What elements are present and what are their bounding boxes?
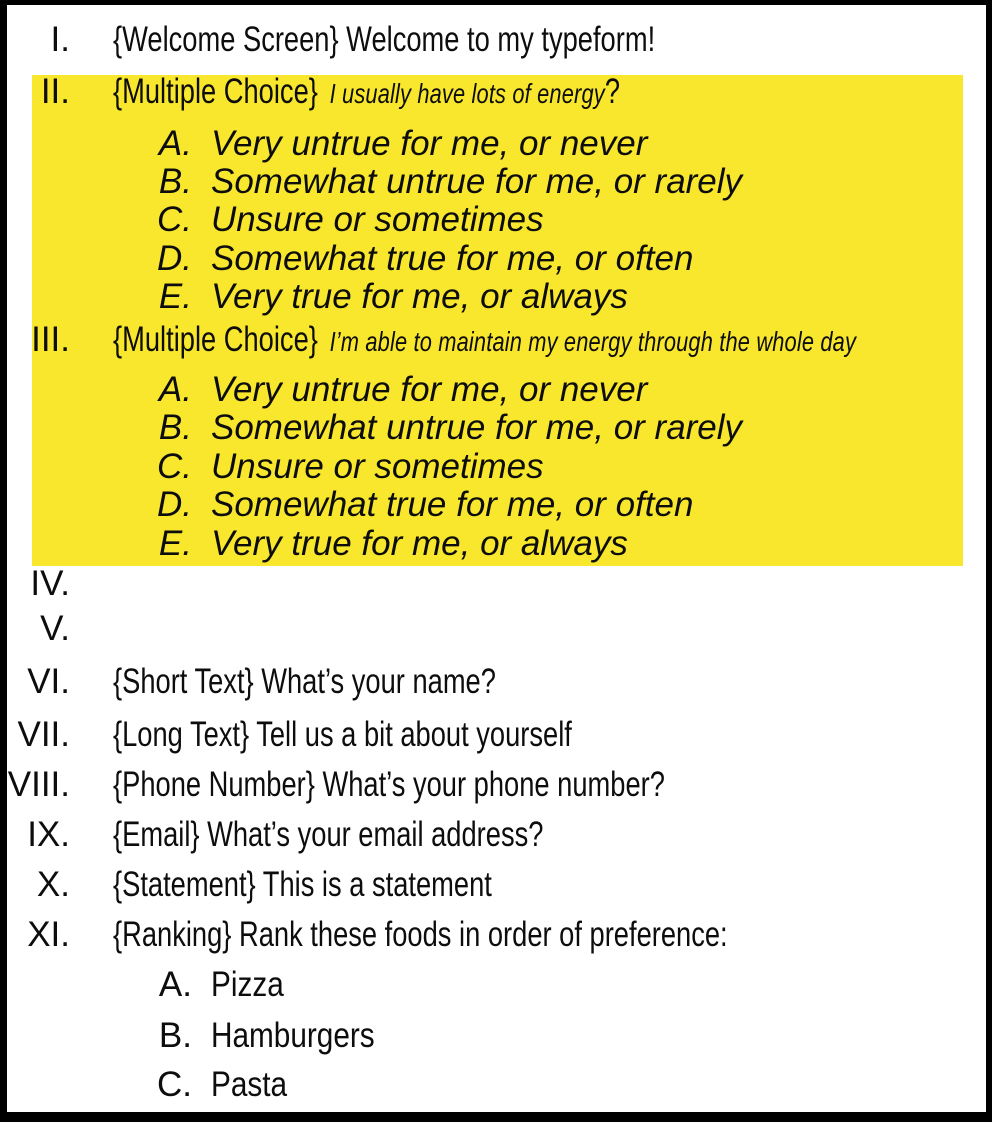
option-letter: A. bbox=[158, 370, 192, 409]
outline-item-2 bbox=[0, 71, 984, 113]
option-row bbox=[0, 1015, 984, 1057]
outline-item-9 bbox=[0, 814, 984, 856]
item-numeral: VII. bbox=[17, 715, 70, 754]
outline-item-4 bbox=[0, 563, 984, 605]
option-text: Very untrue for me, or never bbox=[211, 124, 648, 163]
option-text: Very true for me, or always bbox=[211, 277, 628, 316]
item-numeral: V. bbox=[40, 609, 70, 648]
option-letter: E. bbox=[158, 277, 192, 316]
question-text: I usually have lots of energy bbox=[329, 78, 605, 109]
item-text: {Phone Number} What’s your phone number? bbox=[113, 765, 665, 804]
item-numeral: XI. bbox=[27, 915, 70, 954]
question-text: I’m able to maintain my energy through the whole day bbox=[329, 326, 857, 357]
option-row bbox=[0, 484, 984, 526]
option-row bbox=[0, 1064, 984, 1106]
option-letter: C. bbox=[157, 447, 192, 486]
option-row bbox=[0, 238, 984, 280]
item-numeral: III. bbox=[31, 320, 70, 359]
outline-item-5 bbox=[0, 608, 984, 650]
option-letter: D. bbox=[157, 485, 192, 524]
item-numeral: IX. bbox=[27, 815, 70, 854]
option-letter: B. bbox=[158, 1016, 192, 1055]
item-numeral: VIII. bbox=[7, 765, 70, 804]
option-text: Somewhat true for me, or often bbox=[211, 239, 694, 278]
option-row bbox=[0, 369, 984, 411]
option-text: Very true for me, or always bbox=[211, 524, 628, 563]
option-row bbox=[0, 964, 984, 1006]
option-text: Somewhat untrue for me, or rarely bbox=[211, 408, 743, 447]
option-letter: A. bbox=[158, 124, 192, 163]
option-row bbox=[0, 407, 984, 449]
question-mark: ? bbox=[604, 72, 621, 111]
item-text: {Statement} This is a statement bbox=[113, 865, 492, 904]
option-letter: E. bbox=[158, 524, 192, 563]
item-numeral: X. bbox=[36, 865, 70, 904]
option-row bbox=[0, 446, 984, 488]
option-text: Somewhat untrue for me, or rarely bbox=[211, 162, 743, 201]
item-numeral: VI. bbox=[27, 662, 70, 701]
option-letter: C. bbox=[157, 1065, 192, 1104]
item-text bbox=[113, 71, 620, 113]
item-text: {Long Text} Tell us a bit about yourself bbox=[113, 715, 572, 754]
item-text: {Ranking} Rank these foods in order of preference: bbox=[113, 915, 728, 954]
option-text: Unsure or sometimes bbox=[211, 200, 544, 239]
option-row bbox=[0, 161, 984, 203]
option-text: Hamburgers bbox=[211, 1016, 375, 1055]
item-text: {Email} What’s your email address? bbox=[113, 815, 544, 854]
outline-item-10 bbox=[0, 864, 984, 906]
option-letter: B. bbox=[158, 408, 192, 447]
item-text bbox=[113, 319, 856, 361]
option-row bbox=[0, 123, 984, 165]
option-letter: A. bbox=[158, 965, 192, 1004]
item-numeral: II. bbox=[40, 72, 70, 111]
item-numeral: IV. bbox=[30, 564, 70, 603]
option-letter: B. bbox=[158, 162, 192, 201]
outline-item-6 bbox=[0, 661, 984, 703]
outline-item-7 bbox=[0, 714, 984, 756]
option-row bbox=[0, 199, 984, 241]
option-text: Somewhat true for me, or often bbox=[211, 485, 694, 524]
outline-item-8 bbox=[0, 764, 984, 806]
option-text: Pasta bbox=[211, 1065, 288, 1104]
field-type-tag: {Multiple Choice} bbox=[113, 72, 318, 111]
option-letter: C. bbox=[157, 200, 192, 239]
option-text: Very untrue for me, or never bbox=[211, 370, 648, 409]
item-text: {Short Text} What’s your name? bbox=[113, 662, 496, 701]
outline-item-3 bbox=[0, 319, 984, 361]
item-text: {Welcome Screen} Welcome to my typeform! bbox=[113, 20, 656, 59]
option-row bbox=[0, 276, 984, 318]
option-text: Pizza bbox=[211, 965, 284, 1004]
option-text: Unsure or sometimes bbox=[211, 447, 544, 486]
item-numeral: I. bbox=[50, 20, 70, 59]
outline-item-11 bbox=[0, 914, 984, 956]
option-row bbox=[0, 523, 984, 565]
field-type-tag: {Multiple Choice} bbox=[113, 320, 318, 359]
option-letter: D. bbox=[157, 239, 192, 278]
outline-item-1 bbox=[0, 19, 984, 61]
